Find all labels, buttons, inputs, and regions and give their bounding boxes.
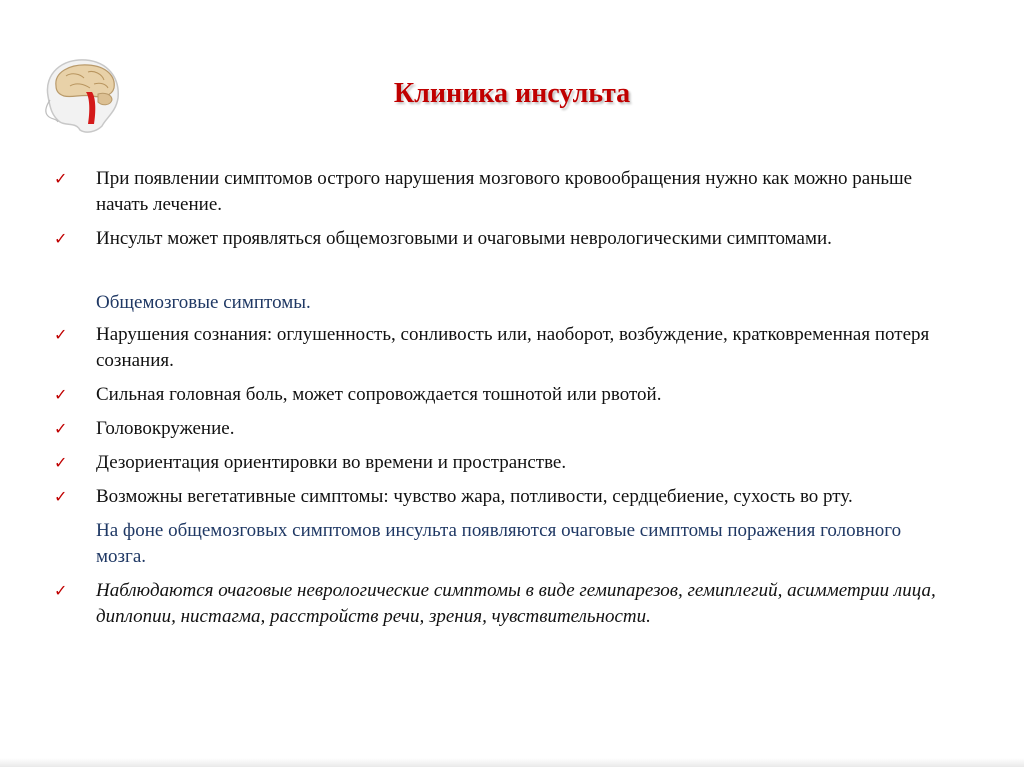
bullet-text: Сильная головная боль, может сопровождается тошнотой или рвотой. — [96, 384, 662, 405]
bullet-text: Инсульт может проявляться общемозговыми и очаговыми неврологическими симптомами. — [96, 228, 832, 249]
bullet-item — [54, 226, 954, 252]
subheading-focal — [54, 518, 954, 570]
bullet-item — [54, 578, 954, 630]
check-icon: ✓ — [54, 487, 68, 506]
check-icon: ✓ — [54, 453, 68, 472]
bullet-item — [54, 416, 954, 442]
slide-title: Клиника инсульта — [393, 78, 631, 109]
subheading-general: Общемозговые симптомы. — [96, 292, 311, 313]
check-icon: ✓ — [54, 229, 68, 248]
check-icon: ✓ — [54, 385, 68, 404]
bullet-text: Наблюдаются очаговые неврологические симптомы в виде гемипарезов, гемиплегий, асимметрии лица, диплопии, нистагма, расстройств речи, зрения, чувствительности. — [96, 580, 936, 627]
bullet-text: Возможны вегетативные симптомы: чувство жара, потливости, сердцебиение, сухость во рту. — [96, 486, 853, 507]
bullet-text: При появлении симптомов острого нарушения мозгового кровообращения нужно как можно раньше начать лечение. — [96, 168, 913, 215]
bullet-text: Нарушения сознания: оглушенность, сонливость или, наоборот, возбуждение, кратковременная потеря сознания. — [96, 324, 930, 371]
bullet-item — [54, 382, 954, 408]
slide-bottom-edge — [0, 758, 1024, 767]
check-icon: ✓ — [54, 169, 68, 188]
bullet-item — [54, 322, 954, 374]
bullet-item — [54, 166, 954, 218]
slide-content — [54, 166, 954, 630]
subheading-focal-text: На фоне общемозговых симптомов инсульта появляются очаговые симптомы поражения головного мозга. — [96, 520, 902, 567]
bullet-text: Дезориентация ориентировки во времени и пространстве. — [96, 452, 567, 473]
check-icon: ✓ — [54, 419, 68, 438]
bullet-item — [54, 484, 954, 510]
check-icon: ✓ — [54, 325, 68, 344]
bullet-item — [54, 450, 954, 476]
bullet-text: Головокружение. — [96, 418, 235, 439]
check-icon: ✓ — [54, 581, 68, 600]
